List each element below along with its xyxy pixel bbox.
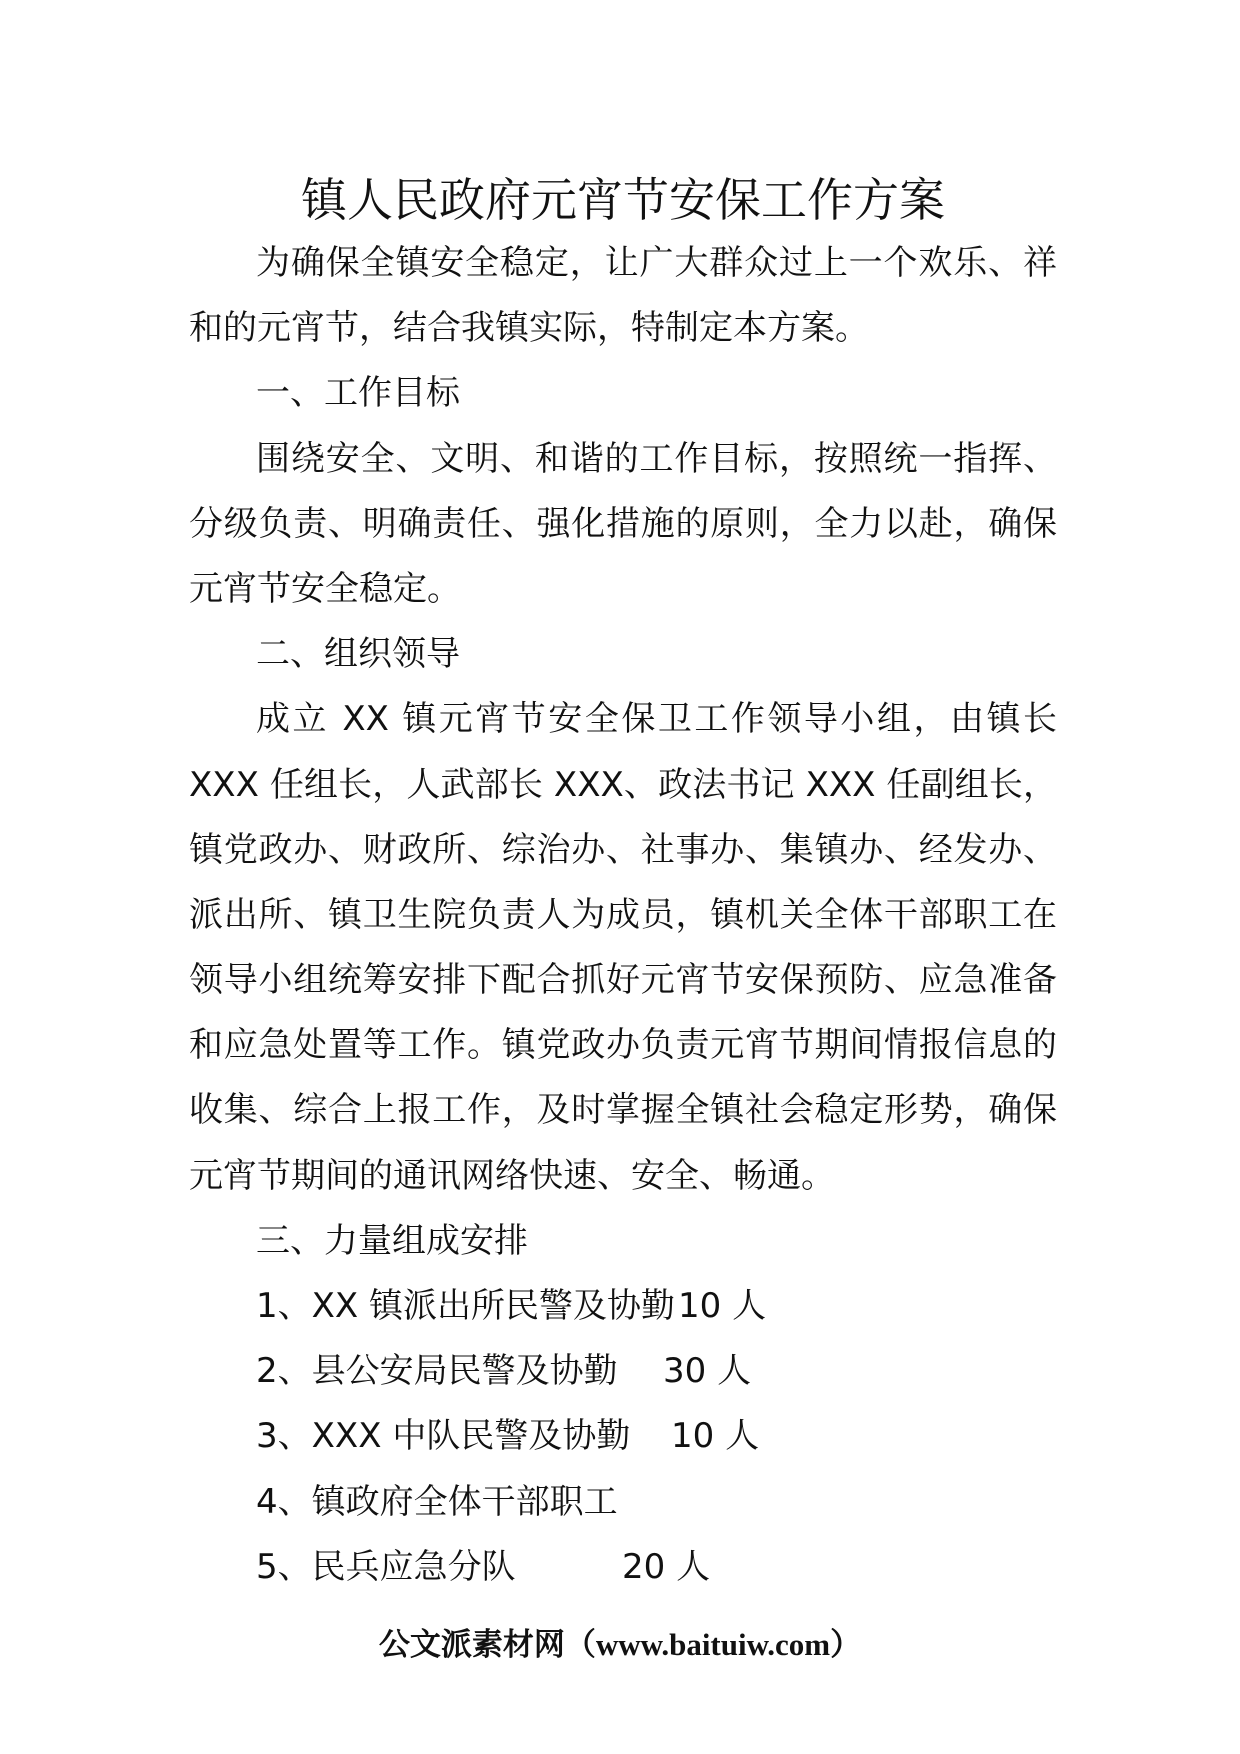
paragraph [189,231,1057,361]
paragraph [189,687,1057,1209]
paragraph-line: 围绕安全、文明、和谐的工作目标，按照统一指挥、 [256,438,1057,479]
paragraph-line: 派出所、镇卫生院负责人为成员，镇机关全体干部职工在 [189,894,1057,935]
section-heading [189,622,1057,687]
section-heading-text: 一、工作目标 [256,373,460,414]
paragraph-line: 领导小组统筹安排下配合抓好元宵节安保预防、应急准备 [189,960,1057,1001]
document-body [189,231,1057,1600]
list-item-count: 10 人 [671,1416,760,1457]
paragraph-line: 和的元宵节，结合我镇实际，特制定本方案。 [189,308,869,349]
paragraph [189,427,1057,623]
section-heading-text: 二、组织领导 [256,634,460,675]
list-item-count: 10 人 [678,1286,767,1326]
paragraph-line: 元宵节安全稳定。 [189,568,461,609]
paragraph-line: 元宵节期间的通讯网络快速、安全、畅通。 [189,1155,835,1196]
document-title: 镇人民政府元宵节安保工作方案 [301,173,945,227]
list-item-label: 1、XX 镇派出所民警及协勤 [256,1286,676,1326]
paragraph-line: 为确保全镇安全稳定，让广大群众过上一个欢乐、祥 [256,243,1057,283]
paragraph-line: 和应急处置等工作。镇党政办负责元宵节期间情报信息的 [189,1025,1057,1066]
paragraph-line: 分级负责、明确责任、强化措施的原则，全力以赴，确保 [189,503,1057,544]
watermark-footer: 公文派素材网（www.baituiw.com） [378,1627,862,1662]
list-item [189,1470,1057,1535]
section-heading-text: 三、力量组成安排 [256,1220,528,1261]
list-item [189,1404,1057,1469]
list-item-label: 2、县公安局民警及协勤 [256,1351,618,1392]
list-item [189,1339,1057,1404]
force-list [189,1274,1057,1600]
paragraph-line: 镇党政办、财政所、综治办、社事办、集镇办、经发办、 [189,829,1057,870]
list-item-label: 5、民兵应急分队 [256,1546,516,1587]
paragraph-line: 收集、综合上报工作，及时掌握全镇社会稳定形势，确保 [189,1090,1057,1131]
list-item [189,1274,1057,1339]
list-item-count: 20 人 [622,1546,711,1587]
section-heading [189,1209,1057,1274]
list-item [189,1535,1057,1600]
paragraph-line: XXX 任组长，人武部长 XXX、政法书记 XXX 任副组长， [189,764,1057,805]
paragraph-line: 成立 XX 镇元宵节安全保卫工作领导小组，由镇长 [256,699,1057,740]
list-item-label: 4、镇政府全体干部职工 [256,1481,618,1522]
list-item-count: 30 人 [663,1351,752,1392]
list-item-label: 3、XXX 中队民警及协勤 [256,1416,631,1457]
section-heading [189,361,1057,426]
